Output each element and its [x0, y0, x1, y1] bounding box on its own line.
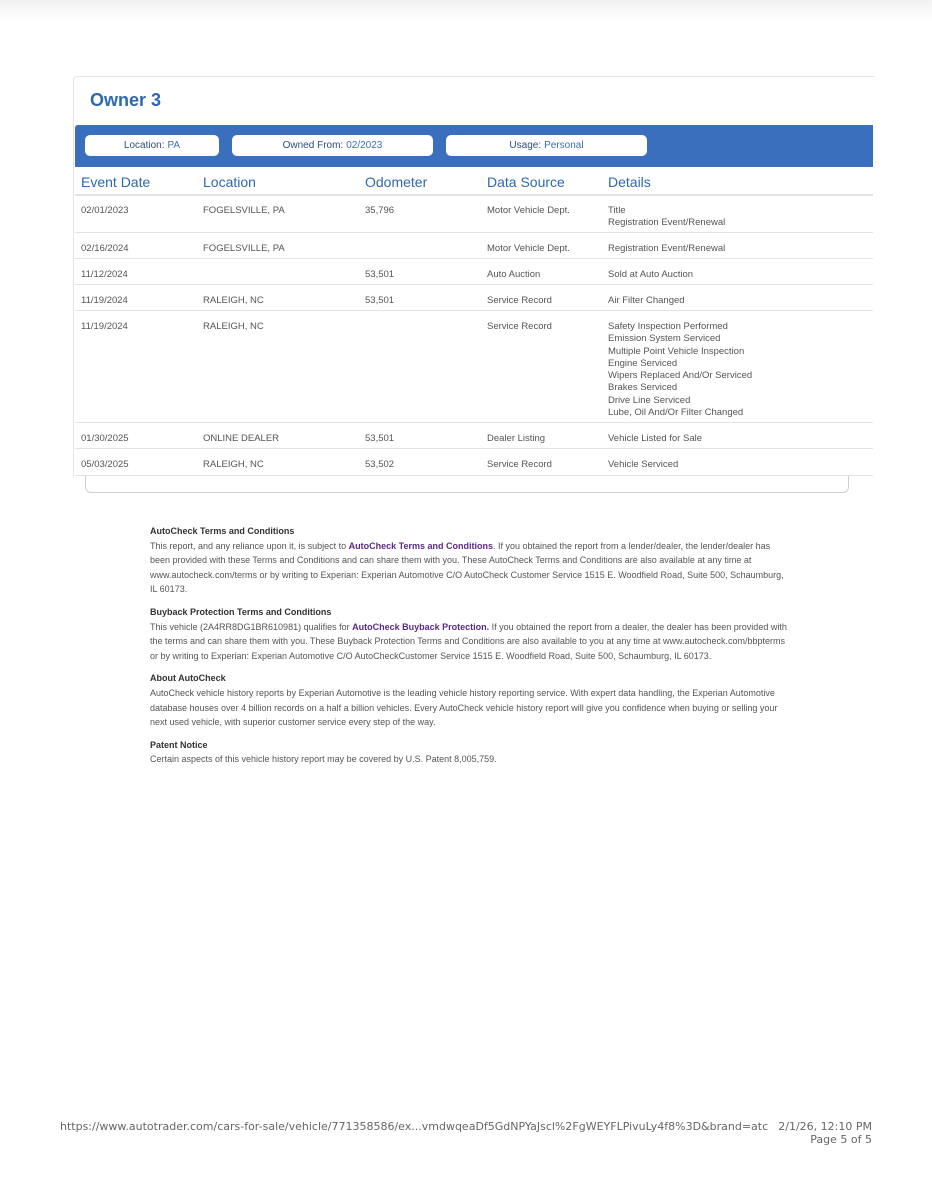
detail-line: Air Filter Changed — [608, 295, 685, 306]
detail-line: Engine Serviced — [608, 357, 678, 369]
autocheck-terms-body — [150, 539, 790, 597]
event-data-source: Motor Vehicle Dept. — [487, 243, 570, 254]
event-details — [608, 205, 725, 230]
detail-line: Emission System Serviced — [608, 333, 721, 345]
header-event-date: Event Date — [81, 174, 151, 190]
detail-line: Registration Event/Renewal — [608, 243, 726, 254]
about-autocheck-heading: About AutoCheck — [150, 673, 226, 684]
event-data-source: Auto Auction — [487, 269, 541, 280]
table-row — [75, 195, 873, 233]
location-pill — [85, 135, 219, 156]
owned-from-value: 02/2023 — [346, 140, 383, 151]
detail-line: Multiple Point Vehicle Inspection — [608, 345, 745, 357]
footer-page-info — [778, 1120, 872, 1146]
event-location: RALEIGH, NC — [203, 321, 264, 332]
detail-line: Lube, Oil And/Or Filter Changed — [608, 407, 744, 419]
event-odometer: 53,501 — [365, 269, 395, 280]
table-row — [75, 285, 873, 311]
buyback-terms-heading: Buyback Protection Terms and Conditions — [150, 606, 332, 617]
event-details — [608, 321, 752, 419]
owned-from-pill — [232, 135, 433, 156]
detail-line: Title — [608, 205, 626, 216]
usage-value: Personal — [544, 140, 584, 151]
footer-page-number: Page 5 of 5 — [810, 1133, 872, 1146]
owner-title: Owner 3 — [90, 90, 162, 110]
detail-line: Safety Inspection Performed — [608, 321, 728, 332]
usage-pill — [446, 135, 647, 156]
header-data-source: Data Source — [487, 174, 565, 190]
autocheck-terms-text: This report, and any reliance upon it, is subject to — [150, 540, 349, 551]
about-autocheck-body: AutoCheck vehicle history reports by Experian Automotive is the leading vehicle history reporting service. With expert data handling, the Experian Automotive database houses over 4 billion records on a half a billion vehicles. Every AutoCheck vehicle history report will give you confidence when buying or selling your next used vehicle, with superior customer service every step of the way. — [150, 687, 778, 728]
table-row — [75, 449, 873, 476]
buyback-protection-link[interactable]: AutoCheck Buyback Protection. — [352, 621, 490, 632]
event-odometer: 53,501 — [365, 295, 395, 306]
autocheck-terms-link[interactable]: AutoCheck Terms and Conditions — [348, 540, 493, 551]
header-details: Details — [608, 174, 651, 190]
detail-line: Sold at Auto Auction — [608, 269, 694, 280]
owner-card-bottom — [85, 476, 849, 493]
buyback-terms-text: This vehicle (2A4RR8DG1BR610981) qualifies for — [150, 621, 353, 632]
owned-from-label: Owned From: — [282, 140, 344, 151]
header-odometer: Odometer — [365, 174, 428, 190]
event-odometer: 53,502 — [365, 459, 395, 470]
detail-line: Drive Line Serviced — [608, 394, 691, 406]
autocheck-terms — [150, 524, 790, 597]
buyback-terms — [150, 605, 790, 663]
page-top-shadow — [0, 0, 932, 22]
detail-line: Registration Event/Renewal — [608, 217, 726, 229]
event-data-source: Service Record — [487, 295, 552, 306]
event-date: 11/12/2024 — [81, 269, 128, 280]
location-value: PA — [167, 140, 181, 151]
detail-line: Wipers Replaced And/Or Serviced — [608, 370, 753, 382]
event-details — [608, 295, 685, 307]
event-details — [608, 433, 702, 445]
event-data-source: Service Record — [487, 321, 552, 332]
about-autocheck — [150, 671, 790, 729]
header-location: Location — [203, 174, 256, 190]
buyback-terms-body — [150, 620, 790, 664]
event-odometer: 53,501 — [365, 433, 395, 444]
event-data-source: Motor Vehicle Dept. — [487, 205, 570, 216]
location-label: Location: — [123, 140, 165, 151]
event-date: 02/16/2024 — [81, 243, 129, 254]
autocheck-terms-heading: AutoCheck Terms and Conditions — [150, 526, 295, 536]
footer-datetime: 2/1/26, 12:10 PM — [778, 1120, 872, 1133]
detail-line: Vehicle Serviced — [608, 459, 679, 470]
event-date: 02/01/2023 — [81, 205, 129, 216]
event-data-source: Service Record — [487, 459, 552, 470]
event-details — [608, 269, 693, 281]
terms-section — [150, 524, 790, 775]
event-date: 05/03/2025 — [81, 459, 129, 470]
event-details — [608, 459, 678, 471]
detail-line: Brakes Serviced — [608, 382, 678, 394]
event-details — [608, 243, 725, 255]
patent-notice — [150, 738, 790, 767]
detail-line: Vehicle Listed for Sale — [608, 433, 703, 444]
patent-notice-heading: Patent Notice — [150, 739, 208, 750]
table-row — [75, 423, 873, 449]
usage-label: Usage: — [509, 140, 542, 151]
event-location: RALEIGH, NC — [203, 459, 264, 470]
event-date: 01/30/2025 — [81, 433, 129, 444]
history-table-header — [75, 168, 873, 196]
event-data-source: Dealer Listing — [487, 433, 546, 444]
event-location: ONLINE DEALER — [203, 433, 280, 444]
table-row — [75, 311, 873, 423]
event-location: FOGELSVILLE, PA — [203, 243, 285, 254]
event-odometer: 35,796 — [365, 205, 395, 216]
event-location: RALEIGH, NC — [203, 295, 264, 306]
patent-notice-body: Certain aspects of this vehicle history report may be covered by U.S. Patent 8,005,759. — [150, 754, 497, 765]
event-location: FOGELSVILLE, PA — [203, 205, 285, 216]
table-row — [75, 259, 873, 285]
owner-info-bar — [75, 125, 873, 167]
event-date: 11/19/2024 — [81, 321, 128, 332]
event-date: 11/19/2024 — [81, 295, 128, 306]
buyback-terms-text-cont: If you obtained the report from a dealer, the dealer has been provided with the terms and can share them with you. These Buyback Protection Terms and Conditions are also available to you at any time at www.autocheck.com/bbpterms or by writing to Experian: Experian Automotive C/O AutoCheckCustomer Service 1515 E. Woodfield Road, Suite 500, Schaumburg, IL 60173. — [150, 621, 787, 661]
autocheck-terms-text-cont: . If you obtained the report from a lender/dealer, the lender/dealer has been provided with these Terms and Conditions and can share them with you. These AutoCheck Terms and Conditions are also available at any time at www.autocheck.com/terms or by writing to Experian: Experian Automotive C/O AutoCheck Customer Service 1515 E. Woodfield Road, Suite 500, Schaumburg, IL 60173. — [150, 540, 784, 595]
footer-url: https://www.autotrader.com/cars-for-sale/vehicle/771358586/ex...vmdwqeaDf5GdNPYaJscl%2FgWEYFLPivuLy4f8%3D&brand=atc — [60, 1120, 769, 1133]
table-row — [75, 233, 873, 259]
